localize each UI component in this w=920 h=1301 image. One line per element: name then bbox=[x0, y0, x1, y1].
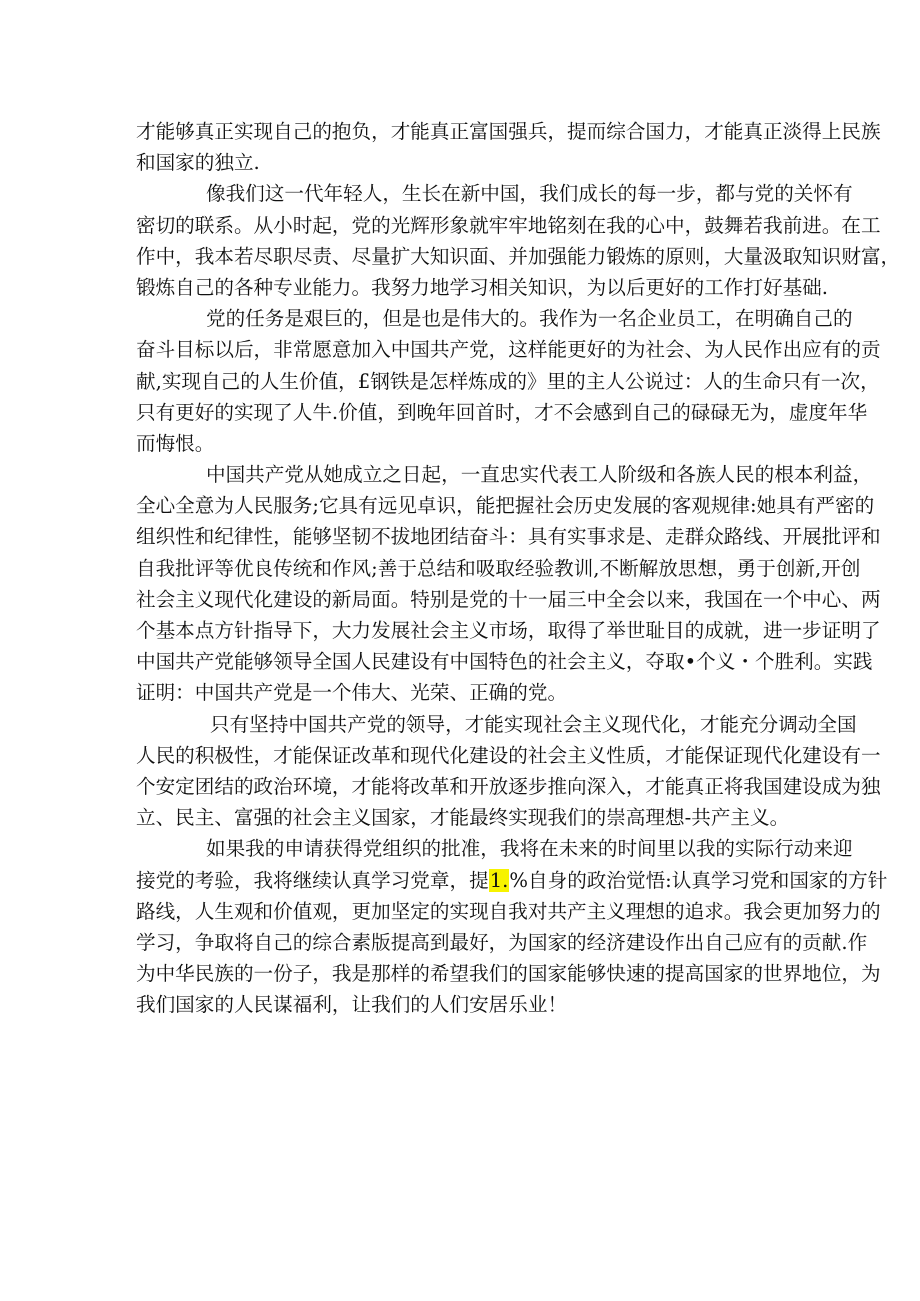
text-line: 锻炼自己的各种专业能力。我努力地学习相关知识，为以后更好的工作打好基础. bbox=[136, 275, 829, 299]
text-line: 社会主义现代化建设的新局面。特别是党的十一届三中全会以来，我国在一个中心、两 bbox=[136, 587, 881, 611]
text-line: 党的任务是艰巨的，但是也是伟大的。我作为一名企业员工，在明确自己的 bbox=[206, 307, 853, 331]
document-body bbox=[136, 116, 901, 1020]
text-line: 个基本点方针指导下，大力发展社会主义市场，取得了举世耻目的成就，进一步证明了 bbox=[136, 619, 881, 642]
text-line: 立、民主、富强的社会主义国家，才能最终实现我们的崇高理想-共产主义。 bbox=[136, 806, 790, 830]
text-line: 只有坚持中国共产党的领导，才能实现社会主义现代化，才能充分调动全国 bbox=[210, 712, 857, 736]
text-line: 组织性和纪律性，能够坚韧不拔地团结奋斗：具有实事求是、走群众路线、开展批评和 bbox=[136, 525, 881, 549]
text-line: 只有更好的实现了人牛.价值，到晚年回首时，才不会感到自己的碌碌无为，虚度年华 bbox=[136, 400, 868, 424]
paragraph bbox=[136, 459, 881, 709]
text-line: 证明：中国共产党是一个伟大、光荣、正确的党。 bbox=[136, 681, 568, 705]
text-line: 才能够真正实现自己的抱负，才能真正富国强兵，提而综合国力，才能真正淡得上民族 bbox=[136, 120, 881, 143]
text-line: 中国共产党能够领导全国人民建设有中国特色的社会主义，夺取•个义・个胜利。实践 bbox=[136, 650, 873, 674]
text-line: 自我批评等优良传统和作风;善于总结和吸取经验教训,不断解放思想，勇于创新,开创 bbox=[136, 556, 861, 580]
text-line: 献,实现自己的人生价值，£钢铁是怎样炼成的》里的主人公说过：人的生命只有一次， bbox=[136, 369, 880, 393]
paragraph bbox=[136, 116, 881, 178]
text-line: 为中华民族的一份子，我是那样的希望我们的国家能够快速的提高国家的世界地位，为 bbox=[136, 962, 881, 986]
text-line: 人民的积极性，才能保证改革和现代化建设的社会主义性质，才能保证现代化建设有一 bbox=[136, 743, 881, 767]
text-line bbox=[136, 865, 888, 896]
text-line: 全心全意为人民服务;它具有远见卓识，能把握社会历史发展的客观规律:她具有严密的 bbox=[136, 494, 875, 518]
paragraph bbox=[136, 833, 888, 1020]
highlighted-text: 1. bbox=[489, 868, 509, 892]
text-line: 像我们这一代年轻人，生长在新中国，我们成长的每一步，都与党的关怀有 bbox=[206, 182, 853, 206]
text-line: 个安定团结的政治环境，才能将改革和开放逐步推向深入，才能真正将我国建设成为独 bbox=[136, 774, 881, 798]
text-line: 我们国家的人民谋福利，让我们的人们安居乐业！ bbox=[136, 993, 568, 1017]
text-segment: %自身的政治觉悟:认真学习党和国家的方针 bbox=[509, 868, 888, 892]
text-line: 中国共产党从她成立之日起，一直忠实代表工人阶级和各族人民的根本利益， bbox=[206, 463, 873, 487]
paragraph bbox=[136, 709, 881, 834]
text-line: 和国家的独立. bbox=[136, 151, 260, 175]
text-line: 而悔恨。 bbox=[136, 431, 215, 455]
text-segment: 接党的考验，我将继续认真学习党章，提 bbox=[136, 868, 489, 892]
text-line: 作中，我本若尽职尽责、尽量扩大知识面、并加强能力锻炼的原则，大量汲取知识财富， bbox=[136, 244, 901, 268]
text-line: 如果我的申请获得党组织的批准，我将在未来的时间里以我的实际行动来迎 bbox=[206, 837, 853, 861]
text-line: 奋斗目标以后，非常愿意加入中国共产党，这样能更好的为社会、为人民作出应有的贡 bbox=[136, 338, 881, 362]
text-line: 密切的联系。从小时起，党的光辉形象就牢牢地铭刻在我的心中，鼓舞若我前进。在工 bbox=[136, 213, 881, 237]
paragraph bbox=[136, 178, 901, 303]
paragraph bbox=[136, 303, 881, 459]
text-line: 学习，争取将自己的综合素版提高到最好，为国家的经济建设作出自己应有的贡献.作 bbox=[136, 930, 868, 954]
text-line: 路线，人生观和价值观，更加坚定的实现自我对共产主义理想的追求。我会更加努力的 bbox=[136, 899, 881, 923]
